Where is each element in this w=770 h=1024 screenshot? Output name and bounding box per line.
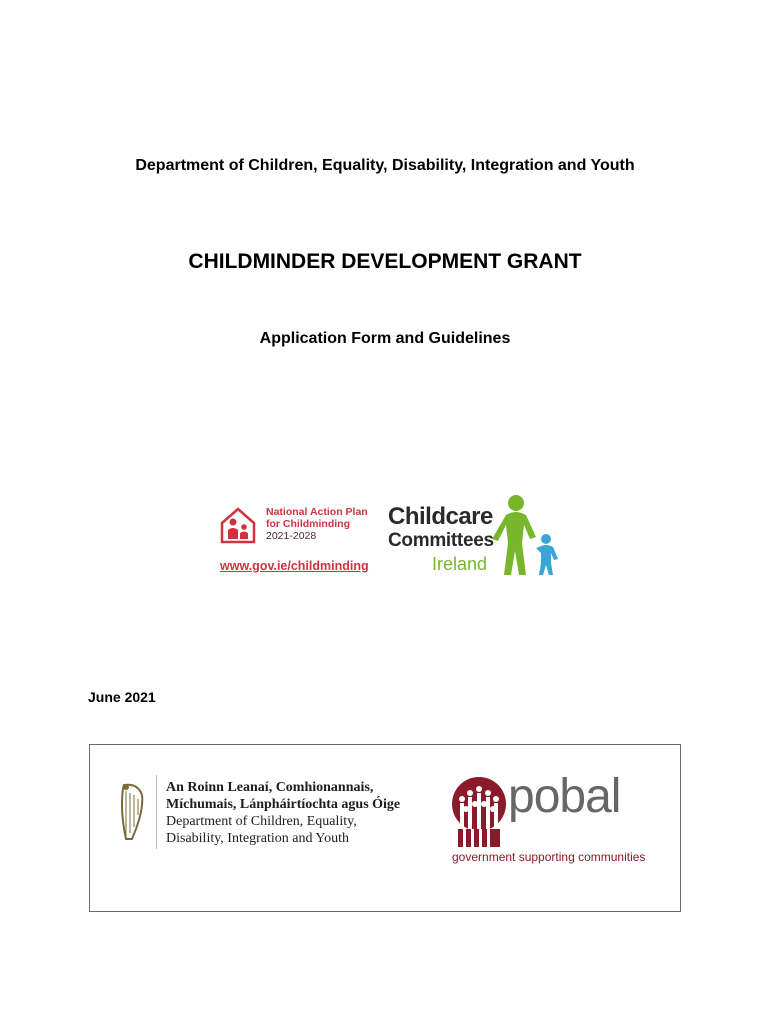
harp-icon xyxy=(118,781,146,843)
dept-irish-line1: An Roinn Leanaí, Comhionannais, xyxy=(166,780,374,795)
nap-line2: for Childminding xyxy=(266,518,350,530)
document-subtitle: Application Form and Guidelines xyxy=(259,330,511,347)
cci-line3: Ireland xyxy=(432,554,488,574)
house-family-icon xyxy=(218,505,258,545)
cci-line2: Committees xyxy=(388,530,494,551)
dept-irish-line2: Míchumais, Lánpháirtíochta agus Óige xyxy=(166,797,401,812)
logo-divider xyxy=(156,775,157,849)
document-title: CHILDMINDER DEVELOPMENT GRANT xyxy=(188,250,582,273)
dept-english-line1: Department of Children, Equality, xyxy=(166,814,357,829)
adult-child-figures-icon xyxy=(492,493,558,577)
dept-english-line2: Disability, Integration and Youth xyxy=(166,831,350,846)
partner-logos-box xyxy=(89,744,681,912)
nap-title xyxy=(266,506,368,542)
publication-date: June 2021 xyxy=(88,689,156,705)
cci-line1: Childcare xyxy=(388,503,493,530)
nap-line1: National Action Plan xyxy=(266,506,368,518)
department-heading: Department of Children, Equality, Disability, Integration and Youth xyxy=(135,157,635,174)
national-action-plan-logo xyxy=(218,503,383,575)
pobal-tagline: government supporting communities xyxy=(452,850,646,864)
pobal-people-icon xyxy=(450,775,508,849)
pobal-wordmark: pobal xyxy=(508,770,621,823)
childcare-committees-logo xyxy=(388,493,558,579)
nap-years: 2021-2028 xyxy=(266,530,317,542)
department-logo-text xyxy=(166,779,400,847)
childminding-link[interactable]: www.gov.ie/childminding xyxy=(220,559,369,573)
